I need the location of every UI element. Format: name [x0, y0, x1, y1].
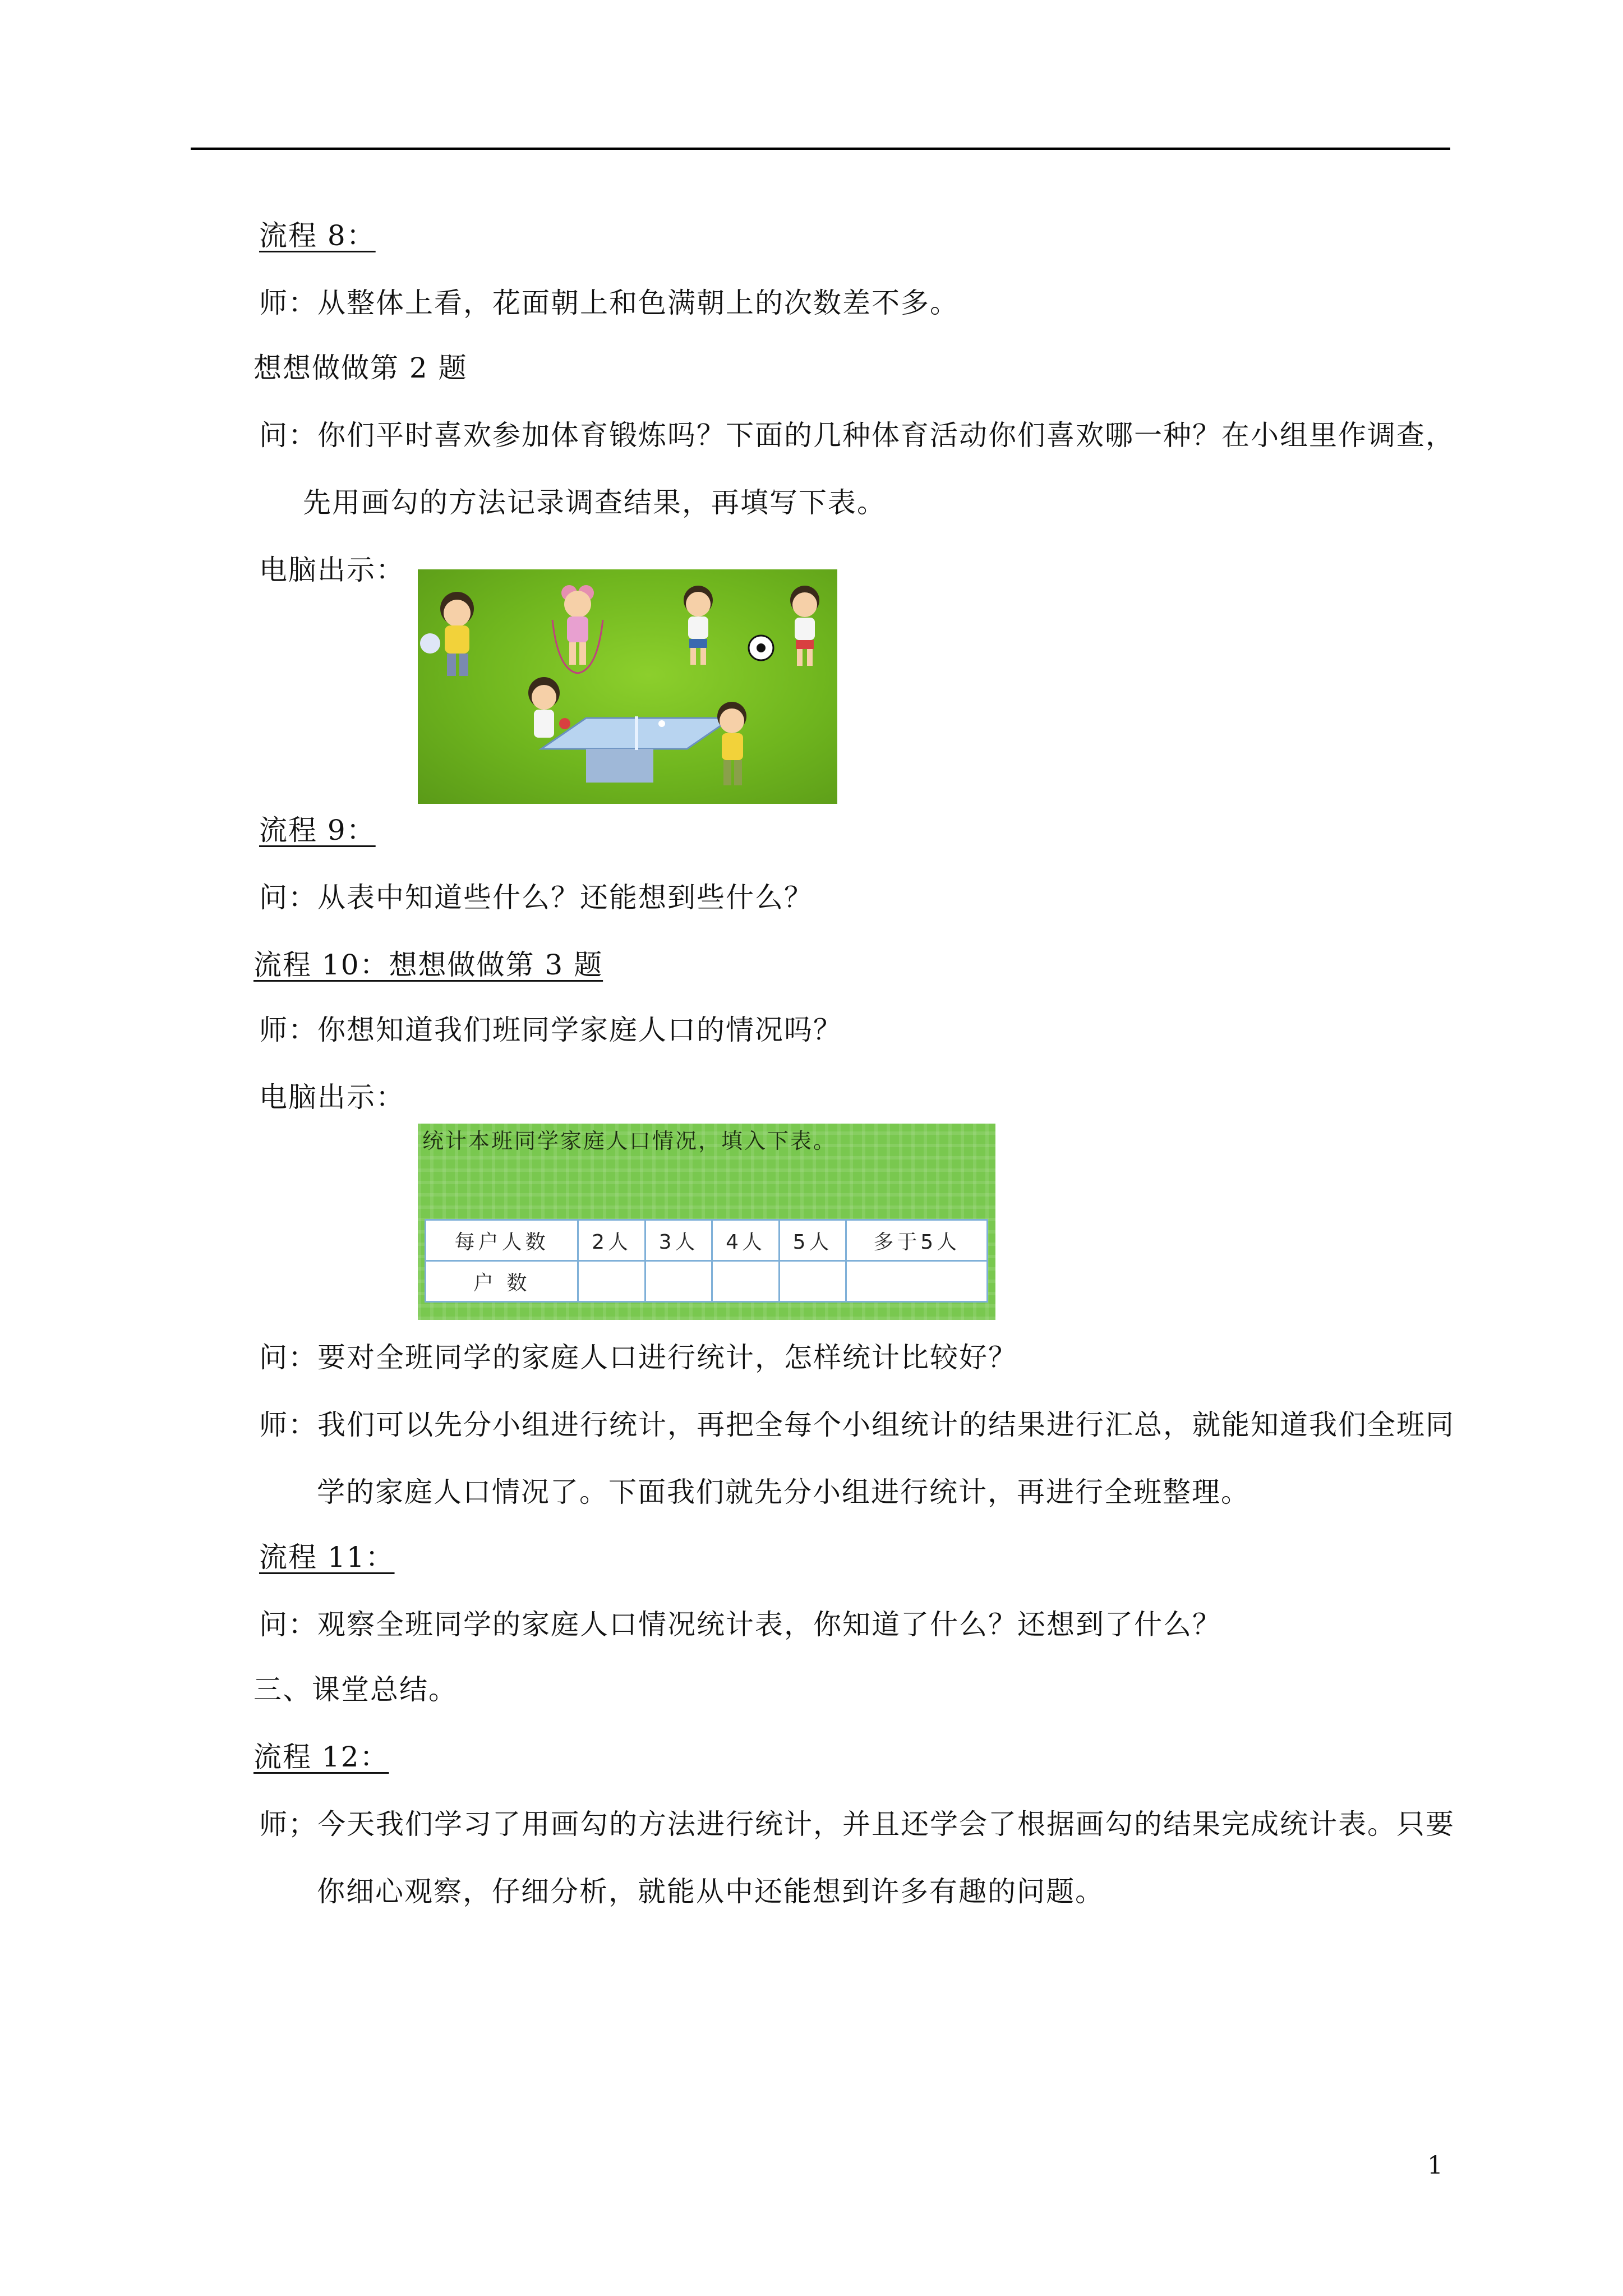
table-header-cell: 多于5人: [846, 1220, 988, 1261]
kid-pingpong-boy: [717, 702, 746, 785]
teacher-line-2: 师：你想知道我们班同学家庭人口的情况吗？: [259, 1014, 842, 1046]
ping-pong-table: [541, 716, 732, 783]
table-empty-cell: [712, 1261, 779, 1302]
table-header-cell: 4人: [712, 1220, 779, 1261]
table-empty-cell: [578, 1261, 645, 1302]
kid-ball-figure: [420, 592, 474, 676]
question-line-3: 问：要对全班同学的家庭人口进行统计，怎样统计比较好？: [259, 1341, 1017, 1374]
header-rule: [191, 148, 1450, 150]
row-label-cell: 户 数: [426, 1261, 578, 1302]
flow-10-label: 流程 10：想想做做第 3 题: [253, 949, 603, 981]
flow-9-label: 流程 9：: [259, 814, 376, 846]
kid-pingpong-girl: [528, 677, 570, 738]
teacher-line-1: 师：从整体上看，花面朝上和色满朝上的次数差不多。: [259, 287, 959, 319]
sports-scene: [418, 569, 837, 804]
table-empty-cell: [846, 1261, 988, 1302]
flow-12-label: 流程 12：: [253, 1741, 389, 1773]
teacher-line-3b: 学的家庭人口情况了。下面我们就先分小组进行统计，再进行全班整理。: [317, 1476, 1250, 1508]
kid-soccer-figure-2: [790, 586, 819, 666]
computer-display-label-1: 电脑出示：: [259, 554, 405, 586]
table-row: [426, 1261, 988, 1302]
table-empty-cell: [779, 1261, 846, 1302]
table-header-cell: 5人: [779, 1220, 846, 1261]
page-number: 1: [1427, 2151, 1443, 2180]
table-header-cell: 每户人数: [426, 1220, 578, 1261]
section-summary-heading: 三、课堂总结。: [253, 1673, 458, 1706]
household-table: [425, 1219, 988, 1303]
household-survey-figure: [418, 1124, 995, 1320]
table-empty-cell: [645, 1261, 712, 1302]
teacher-line-3a: 师：我们可以先分小组进行统计，再把全每个小组统计的结果进行汇总，就能知道我们全班同: [259, 1409, 1455, 1441]
question-line-1a: 问：你们平时喜欢参加体育锻炼吗？下面的几种体育活动你们喜欢哪一种？在小组里作调查，: [259, 419, 1455, 452]
table-header-cell: 3人: [645, 1220, 712, 1261]
flow-11-label: 流程 11：: [259, 1541, 395, 1573]
table-header-cell: 2人: [578, 1220, 645, 1261]
figure-caption: 统计本班同学家庭人口情况，填入下表。: [422, 1129, 837, 1153]
question-line-4: 问：观察全班同学的家庭人口情况统计表，你知道了什么？还想到了什么？: [259, 1608, 1221, 1641]
question-line-1b: 先用画勾的方法记录调查结果，再填写下表。: [303, 486, 886, 519]
sports-activities-illustration: [418, 569, 837, 804]
computer-display-label-2: 电脑出示：: [259, 1081, 405, 1114]
kid-jumprope-figure: [552, 585, 603, 673]
question-line-2: 问：从表中知道些什么？还能想到些什么？: [259, 881, 813, 914]
exercise-2-heading: 想想做做第 2 题: [253, 352, 468, 384]
teacher-line-4a: 师；今天我们学习了用画勾的方法进行统计，并且还学会了根据画勾的结果完成统计表。只要: [259, 1808, 1455, 1841]
table-header-row: [426, 1220, 988, 1261]
kid-soccer-figure: [684, 586, 713, 665]
flow-8-label: 流程 8：: [259, 219, 376, 252]
teacher-line-4b: 你细心观察，仔细分析，就能从中还能想到许多有趣的问题。: [317, 1875, 1104, 1908]
